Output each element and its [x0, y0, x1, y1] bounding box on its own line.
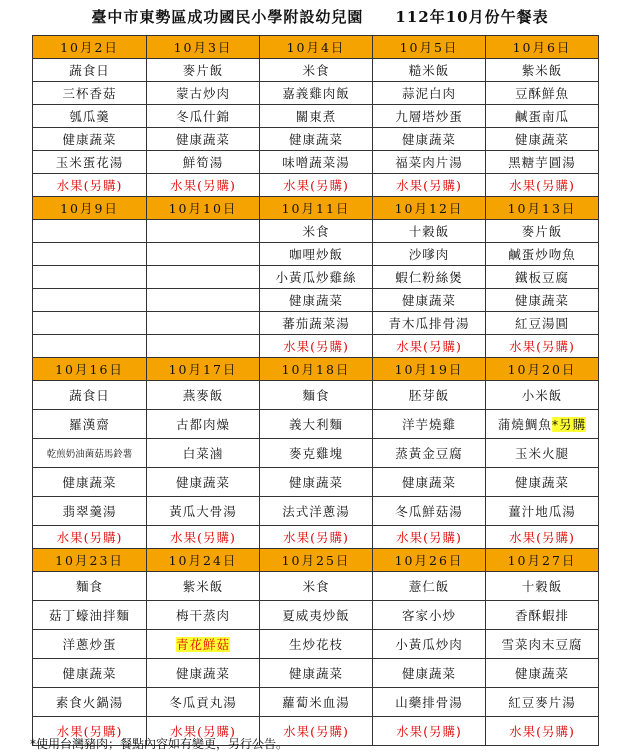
fruit-cell: 水果(另購) — [373, 526, 486, 549]
menu-cell — [147, 220, 260, 243]
date-cell: 10月5日 — [373, 36, 486, 59]
menu-cell: 健康蔬菜 — [373, 468, 486, 497]
date-cell: 10月4日 — [260, 36, 373, 59]
menu-cell: 蘿蔔米血湯 — [260, 688, 373, 717]
menu-cell: 沙嗲肉 — [373, 243, 486, 266]
menu-cell: 客家小炒 — [373, 601, 486, 630]
staple-row — [33, 220, 599, 243]
main-dish-row — [33, 410, 599, 439]
fruit-cell: 水果(另購) — [260, 335, 373, 358]
staple-row — [33, 381, 599, 410]
date-cell: 10月24日 — [147, 549, 260, 572]
vegetable-row — [33, 659, 599, 688]
menu-cell: 豆酥鮮魚 — [486, 82, 599, 105]
fruit-cell: 水果(另購) — [33, 174, 147, 197]
staple-row — [33, 59, 599, 82]
fruit-row — [33, 526, 599, 549]
menu-cell: 白菜滷 — [147, 439, 260, 468]
menu-cell: 健康蔬菜 — [486, 659, 599, 688]
menu-cell: 青木瓜排骨湯 — [373, 312, 486, 335]
menu-cell: 黃瓜大骨湯 — [147, 497, 260, 526]
menu-cell: 洋蔥炒蛋 — [33, 630, 147, 659]
menu-cell — [147, 312, 260, 335]
fruit-cell: 水果(另購) — [33, 717, 147, 746]
menu-cell: 蔬食日 — [33, 59, 147, 82]
fruit-cell — [33, 335, 147, 358]
menu-cell: 嘉義雞肉飯 — [260, 82, 373, 105]
menu-cell: 義大利麵 — [260, 410, 373, 439]
fruit-cell: 水果(另購) — [373, 717, 486, 746]
menu-cell: 麥片飯 — [486, 220, 599, 243]
side-dish-row — [33, 105, 599, 128]
date-cell: 10月12日 — [373, 197, 486, 220]
menu-cell: 乾煎奶油菌菇馬鈴薯 — [33, 439, 147, 468]
date-cell: 10月26日 — [373, 549, 486, 572]
date-cell: 10月9日 — [33, 197, 147, 220]
menu-cell: 素食火鍋湯 — [33, 688, 147, 717]
menu-cell: 健康蔬菜 — [147, 659, 260, 688]
menu-cell: 小黃瓜炒肉 — [373, 630, 486, 659]
menu-cell: 鮮筍湯 — [147, 151, 260, 174]
menu-cell: 菇丁蠔油拌麵 — [33, 601, 147, 630]
menu-cell: 梅干蒸肉 — [147, 601, 260, 630]
date-header-row — [33, 358, 599, 381]
menu-cell: 生炒花枝 — [260, 630, 373, 659]
main-dish-row — [33, 243, 599, 266]
menu-cell: 翡翠羹湯 — [33, 497, 147, 526]
menu-cell: 糙米飯 — [373, 59, 486, 82]
menu-cell: 三杯香菇 — [33, 82, 147, 105]
menu-cell: 福菜肉片湯 — [373, 151, 486, 174]
footnote: *使用台灣豬肉；餐點內容如有變更，另行公告。 — [30, 737, 289, 751]
menu-cell: 山藥排骨湯 — [373, 688, 486, 717]
menu-cell: 麵食 — [33, 572, 147, 601]
date-cell: 10月2日 — [33, 36, 147, 59]
fruit-cell — [147, 335, 260, 358]
menu-cell: 法式洋蔥湯 — [260, 497, 373, 526]
menu-cell: 米食 — [260, 572, 373, 601]
menu-cell: 冬瓜什錦 — [147, 105, 260, 128]
date-header-row — [33, 36, 599, 59]
menu-cell: 蕃茄蔬菜湯 — [260, 312, 373, 335]
menu-cell — [33, 312, 147, 335]
fruit-cell: 水果(另購) — [147, 526, 260, 549]
menu-cell: 十穀飯 — [486, 572, 599, 601]
menu-cell: 健康蔬菜 — [147, 128, 260, 151]
side-dish-row — [33, 630, 599, 659]
main-dish-row — [33, 82, 599, 105]
extra-purchase-badge: *另購 — [551, 417, 587, 432]
fruit-cell: 水果(另購) — [373, 335, 486, 358]
date-cell: 10月27日 — [486, 549, 599, 572]
date-cell: 10月3日 — [147, 36, 260, 59]
date-cell: 10月20日 — [486, 358, 599, 381]
menu-cell: 鹹蛋南瓜 — [486, 105, 599, 128]
menu-cell: 味噌蔬菜湯 — [260, 151, 373, 174]
soup-row — [33, 151, 599, 174]
date-cell: 10月25日 — [260, 549, 373, 572]
menu-cell — [147, 630, 260, 659]
menu-cell: 麵食 — [260, 381, 373, 410]
vegetable-row — [33, 468, 599, 497]
fruit-cell: 水果(另購) — [373, 174, 486, 197]
side-dish-row — [33, 266, 599, 289]
menu-cell: 小黃瓜炒雞絲 — [260, 266, 373, 289]
fish-dish-label: 蒲燒鯛魚 — [497, 417, 552, 432]
fruit-cell: 水果(另購) — [33, 526, 147, 549]
menu-cell — [486, 410, 599, 439]
date-cell: 10月11日 — [260, 197, 373, 220]
menu-cell — [33, 266, 147, 289]
date-cell: 10月6日 — [486, 36, 599, 59]
menu-cell: 紫米飯 — [486, 59, 599, 82]
menu-cell — [33, 220, 147, 243]
menu-cell: 紅豆湯圓 — [486, 312, 599, 335]
menu-cell: 冬瓜貢丸湯 — [147, 688, 260, 717]
main-dish-row — [33, 601, 599, 630]
menu-cell: 米食 — [260, 220, 373, 243]
vegetable-row — [33, 289, 599, 312]
fruit-cell: 水果(另購) — [486, 174, 599, 197]
menu-cell: 古都肉燥 — [147, 410, 260, 439]
date-cell: 10月10日 — [147, 197, 260, 220]
menu-cell: 燕麥飯 — [147, 381, 260, 410]
menu-cell: 健康蔬菜 — [260, 128, 373, 151]
menu-cell: 健康蔬菜 — [260, 289, 373, 312]
highlighted-dish: 青花鮮菇 — [175, 637, 230, 652]
menu-cell: 健康蔬菜 — [373, 659, 486, 688]
date-header-row — [33, 549, 599, 572]
menu-cell: 蒜泥白肉 — [373, 82, 486, 105]
soup-row — [33, 688, 599, 717]
menu-cell: 玉米蛋花湯 — [33, 151, 147, 174]
menu-cell: 蝦仁粉絲煲 — [373, 266, 486, 289]
menu-cell: 冬瓜鮮菇湯 — [373, 497, 486, 526]
menu-cell: 關東煮 — [260, 105, 373, 128]
menu-cell: 薑汁地瓜湯 — [486, 497, 599, 526]
menu-cell: 九層塔炒蛋 — [373, 105, 486, 128]
menu-cell — [33, 289, 147, 312]
soup-row — [33, 497, 599, 526]
menu-cell: 洋芋燒雞 — [373, 410, 486, 439]
lunch-menu-table — [32, 35, 599, 746]
menu-cell: 紫米飯 — [147, 572, 260, 601]
menu-cell: 瓠瓜羹 — [33, 105, 147, 128]
menu-cell: 健康蔬菜 — [147, 468, 260, 497]
menu-cell: 夏威夷炒飯 — [260, 601, 373, 630]
menu-cell: 咖哩炒飯 — [260, 243, 373, 266]
fruit-row — [33, 335, 599, 358]
menu-cell: 麥克雞塊 — [260, 439, 373, 468]
fruit-cell: 水果(另購) — [260, 526, 373, 549]
staple-row — [33, 572, 599, 601]
menu-cell: 健康蔬菜 — [260, 468, 373, 497]
menu-cell: 健康蔬菜 — [33, 128, 147, 151]
menu-cell: 鹹蛋炒吻魚 — [486, 243, 599, 266]
menu-cell: 鐵板豆腐 — [486, 266, 599, 289]
menu-cell: 香酥蝦排 — [486, 601, 599, 630]
soup-row — [33, 312, 599, 335]
date-cell: 10月16日 — [33, 358, 147, 381]
menu-cell — [33, 243, 147, 266]
menu-cell — [147, 243, 260, 266]
fruit-cell: 水果(另購) — [486, 335, 599, 358]
menu-cell — [147, 289, 260, 312]
menu-cell: 小米飯 — [486, 381, 599, 410]
fruit-cell: 水果(另購) — [486, 526, 599, 549]
date-header-row — [33, 197, 599, 220]
menu-cell: 胚芽飯 — [373, 381, 486, 410]
date-cell: 10月19日 — [373, 358, 486, 381]
date-cell: 10月23日 — [33, 549, 147, 572]
menu-cell: 黑糖芋圓湯 — [486, 151, 599, 174]
menu-cell: 健康蔬菜 — [260, 659, 373, 688]
menu-cell — [147, 266, 260, 289]
menu-cell: 玉米火腿 — [486, 439, 599, 468]
vegetable-row — [33, 128, 599, 151]
menu-cell: 健康蔬菜 — [486, 468, 599, 497]
side-dish-row — [33, 439, 599, 468]
menu-cell: 蒸黃金豆腐 — [373, 439, 486, 468]
fruit-cell: 水果(另購) — [147, 174, 260, 197]
fruit-row — [33, 174, 599, 197]
fruit-cell: 水果(另購) — [260, 717, 373, 746]
menu-cell: 紅豆麥片湯 — [486, 688, 599, 717]
page-title: 臺中市東勢區成功國民小學附設幼兒園 112年10月份午餐表 — [91, 8, 549, 26]
date-cell: 10月17日 — [147, 358, 260, 381]
menu-cell: 健康蔬菜 — [486, 289, 599, 312]
menu-cell: 羅漢齋 — [33, 410, 147, 439]
menu-cell: 雪菜肉末豆腐 — [486, 630, 599, 659]
menu-cell: 米食 — [260, 59, 373, 82]
menu-cell: 薏仁飯 — [373, 572, 486, 601]
menu-cell: 蒙古炒肉 — [147, 82, 260, 105]
menu-cell: 健康蔬菜 — [33, 468, 147, 497]
fruit-cell: 水果(另購) — [260, 174, 373, 197]
date-cell: 10月13日 — [486, 197, 599, 220]
menu-cell: 健康蔬菜 — [486, 128, 599, 151]
menu-cell: 麥片飯 — [147, 59, 260, 82]
date-cell: 10月18日 — [260, 358, 373, 381]
menu-cell: 健康蔬菜 — [373, 289, 486, 312]
menu-cell: 蔬食日 — [33, 381, 147, 410]
fruit-cell: 水果(另購) — [147, 717, 260, 746]
menu-cell: 健康蔬菜 — [373, 128, 486, 151]
menu-cell: 健康蔬菜 — [33, 659, 147, 688]
menu-cell: 十穀飯 — [373, 220, 486, 243]
fruit-cell: 水果(另購) — [486, 717, 599, 746]
